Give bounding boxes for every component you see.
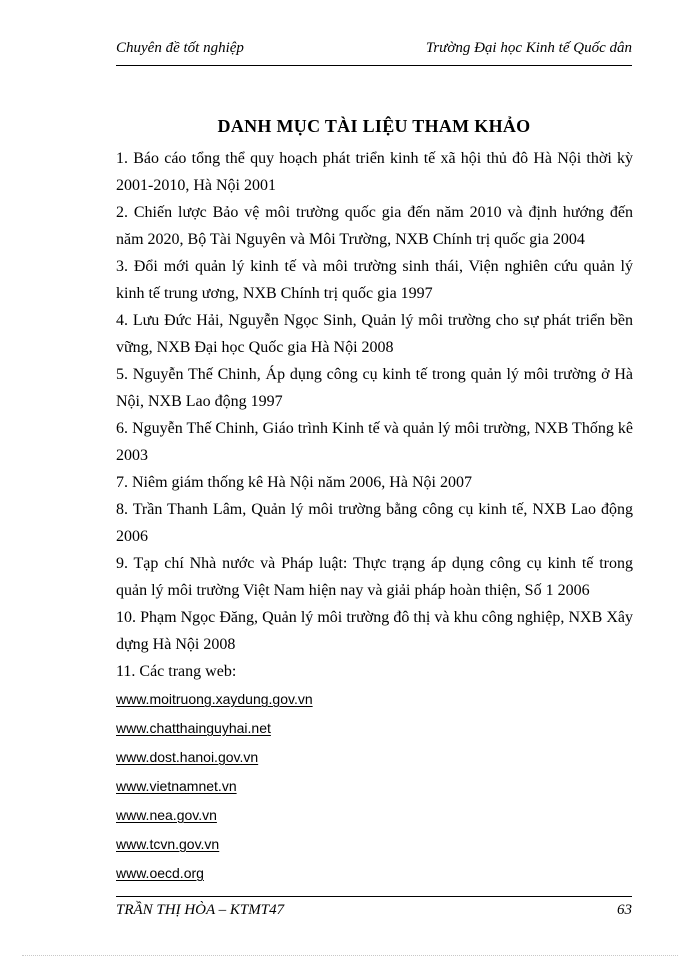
website-link-nea[interactable]: www.nea.gov.vn [116,807,217,823]
page-title: DANH MỤC TÀI LIỆU THAM KHẢO [217,116,531,136]
page-number: 63 [617,902,632,918]
reference-item-2: 2. Chiến lược Bảo vệ môi trường quốc gia đến năm 2010 và định hướng đến năm 2020, Bộ Tài Nguyên và Môi Trường, NXB Chính trị quốc gia 2004 [116,204,633,248]
website-list-item [116,772,633,801]
page-bottom-edge [22,955,678,956]
website-list-item [116,714,633,743]
website-list-item [116,859,633,888]
reference-item-6: 6. Nguyễn Thế Chinh, Giáo trình Kinh tế và quản lý môi trường, NXB Thống kê 2003 [116,420,633,464]
reference-item-5: 5. Nguyễn Thế Chinh, Áp dụng công cụ kinh tế trong quản lý môi trường ở Hà Nội, NXB Lao động 1997 [116,366,633,410]
website-link-dost-hanoi[interactable]: www.dost.hanoi.gov.vn [116,749,259,765]
website-link-oecd[interactable]: www.oecd.org [116,865,204,881]
footer-divider [116,896,632,897]
website-link-chatthainguyhai[interactable]: www.chatthainguyhai.net [116,720,271,736]
reference-item-4: 4. Lưu Đức Hải, Nguyễn Ngọc Sinh, Quản lý môi trường cho sự phát triển bền vững, NXB Đại học Quốc gia Hà Nội 2008 [116,312,633,356]
reference-item-10: 10. Phạm Ngọc Đăng, Quản lý môi trường đô thị và khu công nghiệp, NXB Xây dựng Hà Nội 2008 [116,609,633,653]
website-list [116,685,633,888]
reference-item-7: 7. Niêm giám thống kê Hà Nội năm 2006, Hà Nội 2007 [116,474,472,491]
website-list-item [116,801,633,830]
reference-list [116,145,633,888]
website-list-item [116,830,633,859]
reference-item-1: 1. Báo cáo tổng thể quy hoạch phát triển kinh tế xã hội thủ đô Hà Nội thời kỳ 2001-2010, Hà Nội 2001 [116,150,633,194]
reference-item-9: 9. Tạp chí Nhà nước và Pháp luật: Thực trạng áp dụng công cụ kinh tế trong quản lý môi trường Việt Nam hiện nay và giải pháp hoàn thiện, Số 1 2006 [116,555,633,599]
header-right-text: Trường Đại học Kinh tế Quốc dân [425,40,632,56]
website-link-moitruong[interactable]: www.moitruong.xaydung.gov.vn [116,691,313,707]
header-left-text: Chuyên đề tốt nghiệp [116,40,244,56]
websites-heading: 11. Các trang web: [116,663,237,680]
footer-author: TRẦN THỊ HÒA – KTMT47 [116,902,285,918]
reference-item-3: 3. Đổi mới quản lý kinh tế và môi trường sinh thái, Viện nghiên cứu quản lý kinh tế trung ương, NXB Chính trị quốc gia 1997 [116,258,633,302]
reference-item-8: 8. Trần Thanh Lâm, Quản lý môi trường bằng công cụ kinh tế, NXB Lao động 2006 [116,501,633,545]
header-divider [116,65,632,66]
website-link-tcvn[interactable]: www.tcvn.gov.vn [116,836,220,852]
website-list-item [116,743,633,772]
website-list-item [116,685,633,714]
page-footer [116,900,632,920]
page-header [116,38,632,64]
website-link-vietnamnet[interactable]: www.vietnamnet.vn [116,778,237,794]
